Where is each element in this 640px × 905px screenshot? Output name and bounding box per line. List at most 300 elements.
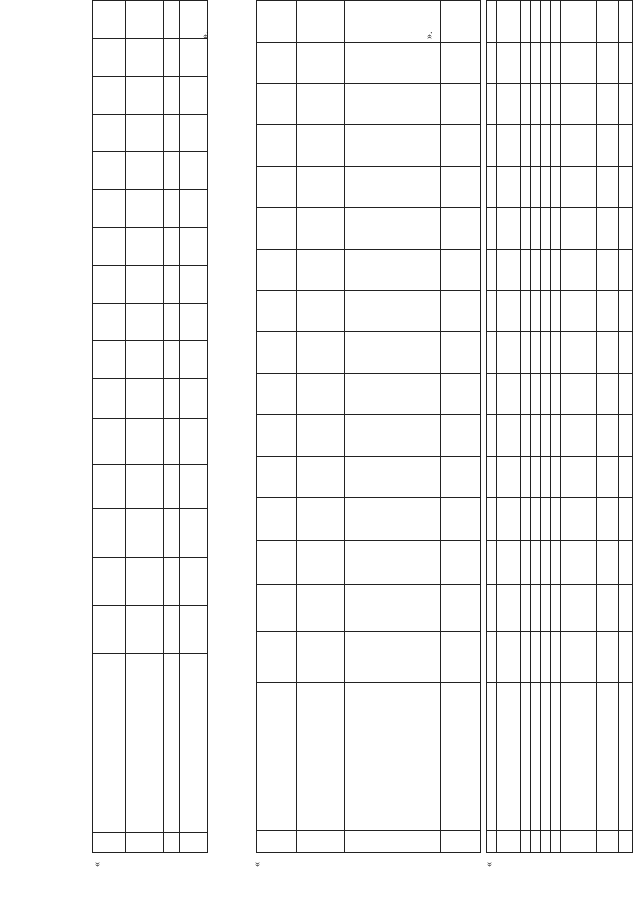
cell-empty <box>345 497 441 540</box>
cell-value <box>551 632 561 683</box>
cell-empty <box>541 249 551 290</box>
quote-open-top: « <box>92 862 103 867</box>
cell-value <box>561 632 597 683</box>
cell-empty <box>597 541 619 584</box>
cell-empty <box>597 42 619 83</box>
cell-empty <box>257 249 297 290</box>
table-section-6 <box>486 0 633 853</box>
cell-empty <box>619 373 633 414</box>
cell-empty <box>180 38 208 76</box>
cell-empty <box>487 1 497 43</box>
cell-empty <box>345 83 441 124</box>
cell-empty <box>93 227 126 265</box>
table-row <box>521 1 531 853</box>
cell-empty <box>297 208 345 249</box>
cell-empty <box>497 166 521 207</box>
cell-value <box>164 303 180 341</box>
quote-open-bottom: « <box>484 862 495 867</box>
cell-empty <box>297 83 345 124</box>
cell-name <box>441 683 481 831</box>
cell-name <box>93 653 126 832</box>
cell-value <box>597 332 619 373</box>
cell-empty <box>487 415 497 456</box>
cell-empty <box>531 456 541 497</box>
cell-value <box>597 632 619 683</box>
cell-empty <box>619 125 633 166</box>
cell-id <box>297 831 345 853</box>
cell-empty <box>531 415 541 456</box>
cell-value <box>93 508 126 558</box>
table-section-5 <box>256 0 481 853</box>
cell-empty <box>597 208 619 249</box>
cell-empty <box>521 541 531 584</box>
cell-id <box>441 831 481 853</box>
cell-empty <box>521 373 531 414</box>
cell-name <box>497 683 521 831</box>
cell-empty <box>487 42 497 83</box>
cell-empty <box>126 190 164 228</box>
cell-empty <box>345 125 441 166</box>
cell-value <box>297 415 345 456</box>
cell-id <box>541 831 551 853</box>
cell-empty <box>531 125 541 166</box>
cell-empty <box>487 456 497 497</box>
cell-empty <box>126 379 164 419</box>
cell-empty <box>441 290 481 331</box>
cell-value <box>345 632 441 683</box>
cell-empty <box>597 456 619 497</box>
cell-empty <box>541 166 551 207</box>
cell-empty <box>257 42 297 83</box>
cell-value <box>164 265 180 303</box>
cell-empty <box>521 125 531 166</box>
table-top <box>92 0 208 853</box>
cell-empty <box>497 125 521 166</box>
cell-empty <box>521 42 531 83</box>
cell-empty <box>441 83 481 124</box>
cell-empty <box>297 125 345 166</box>
cell-empty <box>561 208 597 249</box>
cell-empty <box>541 373 551 414</box>
cell-value <box>93 558 126 606</box>
cell-empty <box>531 249 541 290</box>
cell-empty <box>164 227 180 265</box>
cell-value <box>126 606 164 654</box>
cell-empty <box>93 379 126 419</box>
cell-value <box>164 606 180 654</box>
cell-value <box>497 584 521 631</box>
cell-empty <box>164 38 180 76</box>
cell-value <box>180 419 208 465</box>
cell-empty <box>597 1 619 43</box>
cell-empty <box>164 190 180 228</box>
cell-value <box>531 332 541 373</box>
cell-value <box>297 584 345 631</box>
cell-empty <box>257 456 297 497</box>
cell-value <box>180 558 208 606</box>
cell-value <box>164 558 180 606</box>
cell-value <box>93 303 126 341</box>
cell-empty <box>441 249 481 290</box>
cell-empty <box>497 1 521 43</box>
cell-empty <box>257 541 297 584</box>
cell-empty <box>619 83 633 124</box>
cell-id <box>487 831 497 853</box>
cell-value <box>441 632 481 683</box>
cell-name <box>597 683 619 831</box>
cell-id <box>497 831 521 853</box>
cell-name <box>541 683 551 831</box>
cell-value <box>541 632 551 683</box>
cell-empty <box>521 456 531 497</box>
cell-id <box>521 831 531 853</box>
cell-empty <box>180 190 208 228</box>
cell-value <box>93 265 126 303</box>
cell-empty <box>297 497 345 540</box>
cell-empty <box>497 290 521 331</box>
cell-empty <box>164 464 180 508</box>
table-row <box>93 1 126 853</box>
cell-empty <box>561 456 597 497</box>
cell-value <box>164 419 180 465</box>
cell-empty <box>487 373 497 414</box>
cell-empty <box>561 42 597 83</box>
cell-value <box>180 265 208 303</box>
cell-empty <box>531 42 541 83</box>
cell-empty <box>126 38 164 76</box>
cell-name <box>521 683 531 831</box>
cell-empty <box>345 290 441 331</box>
cell-value <box>257 415 297 456</box>
cell-empty <box>297 456 345 497</box>
cell-value <box>297 632 345 683</box>
cell-value <box>126 303 164 341</box>
cell-value <box>487 584 497 631</box>
cell-empty <box>531 541 541 584</box>
cell-empty <box>597 373 619 414</box>
cell-empty <box>597 125 619 166</box>
cell-empty <box>551 415 561 456</box>
cell-value <box>126 508 164 558</box>
cell-empty <box>126 76 164 114</box>
cell-value <box>180 303 208 341</box>
cell-value <box>521 632 531 683</box>
cell-empty <box>531 208 541 249</box>
cell-empty <box>126 152 164 190</box>
cell-value <box>126 341 164 379</box>
cell-empty <box>551 456 561 497</box>
cell-empty <box>619 290 633 331</box>
cell-empty <box>126 114 164 152</box>
cell-empty <box>561 166 597 207</box>
cell-empty <box>257 125 297 166</box>
cell-empty <box>297 1 345 43</box>
cell-empty <box>345 42 441 83</box>
cell-id <box>93 833 126 853</box>
cell-value <box>164 341 180 379</box>
cell-empty <box>541 456 551 497</box>
cell-name <box>297 683 345 831</box>
cell-empty <box>93 38 126 76</box>
cell-empty <box>164 114 180 152</box>
cell-name <box>551 683 561 831</box>
cell-empty <box>619 249 633 290</box>
cell-empty <box>93 190 126 228</box>
cell-value <box>180 341 208 379</box>
cell-value <box>126 419 164 465</box>
cell-name <box>126 653 164 832</box>
cell-empty <box>561 1 597 43</box>
cell-empty <box>126 464 164 508</box>
cell-empty <box>345 208 441 249</box>
cell-value <box>180 508 208 558</box>
cell-value <box>126 558 164 606</box>
cell-empty <box>441 497 481 540</box>
cell-empty <box>497 42 521 83</box>
cell-name <box>619 683 633 831</box>
cell-empty <box>551 1 561 43</box>
cell-empty <box>521 1 531 43</box>
cell-value <box>487 332 497 373</box>
cell-empty <box>441 125 481 166</box>
cell-name <box>531 683 541 831</box>
cell-value <box>93 606 126 654</box>
cell-empty <box>561 249 597 290</box>
cell-empty <box>180 76 208 114</box>
cell-empty <box>531 83 541 124</box>
cell-value <box>619 332 633 373</box>
table-row <box>619 1 633 853</box>
cell-empty <box>541 83 551 124</box>
cell-id <box>257 831 297 853</box>
quote-close-top: ». <box>200 31 211 39</box>
cell-empty <box>180 114 208 152</box>
cell-empty <box>497 83 521 124</box>
cell-id <box>345 831 441 853</box>
cell-empty <box>551 125 561 166</box>
cell-empty <box>561 497 597 540</box>
cell-empty <box>164 1 180 39</box>
cell-empty <box>531 497 541 540</box>
cell-value <box>541 584 551 631</box>
cell-value <box>257 584 297 631</box>
cell-empty <box>597 290 619 331</box>
cell-empty <box>619 166 633 207</box>
cell-value <box>126 265 164 303</box>
cell-empty <box>597 166 619 207</box>
table-row <box>541 1 551 853</box>
cell-empty <box>487 541 497 584</box>
cell-value <box>345 415 441 456</box>
cell-empty <box>345 373 441 414</box>
cell-empty <box>619 42 633 83</box>
cell-empty <box>180 227 208 265</box>
cell-id <box>551 831 561 853</box>
cell-empty <box>180 379 208 419</box>
cell-empty <box>487 249 497 290</box>
cell-value <box>521 584 531 631</box>
cell-value <box>257 632 297 683</box>
cell-value <box>164 508 180 558</box>
cell-empty <box>487 83 497 124</box>
cell-empty <box>561 415 597 456</box>
cell-empty <box>551 166 561 207</box>
table-row <box>487 1 497 853</box>
cell-empty <box>164 76 180 114</box>
cell-empty <box>297 373 345 414</box>
cell-empty <box>541 125 551 166</box>
table-row <box>551 1 561 853</box>
cell-empty <box>551 249 561 290</box>
cell-empty <box>345 332 441 373</box>
cell-empty <box>541 42 551 83</box>
cell-empty <box>597 415 619 456</box>
cell-empty <box>257 497 297 540</box>
cell-empty <box>531 290 541 331</box>
cell-empty <box>297 166 345 207</box>
cell-empty <box>597 497 619 540</box>
cell-empty <box>561 373 597 414</box>
table-row <box>297 1 345 853</box>
quote-open-mid: « <box>252 862 263 867</box>
cell-empty <box>541 415 551 456</box>
cell-empty <box>93 152 126 190</box>
cell-value <box>345 584 441 631</box>
table-row <box>180 1 208 853</box>
cell-empty <box>497 373 521 414</box>
cell-empty <box>541 290 551 331</box>
cell-empty <box>257 332 297 373</box>
cell-empty <box>441 1 481 43</box>
cell-value <box>551 332 561 373</box>
cell-empty <box>441 166 481 207</box>
table-row <box>257 1 297 853</box>
cell-empty <box>551 42 561 83</box>
table-row <box>441 1 481 853</box>
cell-empty <box>619 541 633 584</box>
cell-empty <box>521 249 531 290</box>
cell-empty <box>126 1 164 39</box>
cell-empty <box>487 290 497 331</box>
cell-empty <box>497 208 521 249</box>
cell-empty <box>521 166 531 207</box>
cell-value <box>597 584 619 631</box>
cell-empty <box>561 541 597 584</box>
cell-empty <box>257 166 297 207</box>
cell-empty <box>497 249 521 290</box>
cell-empty <box>531 1 541 43</box>
cell-empty <box>487 497 497 540</box>
cell-id <box>164 833 180 853</box>
cell-empty <box>257 208 297 249</box>
cell-value <box>441 584 481 631</box>
cell-empty <box>531 166 541 207</box>
cell-id <box>180 833 208 853</box>
cell-id <box>531 831 541 853</box>
cell-empty <box>541 497 551 540</box>
cell-id <box>619 831 633 853</box>
cell-empty <box>345 249 441 290</box>
table-row <box>597 1 619 853</box>
cell-empty <box>619 456 633 497</box>
cell-empty <box>619 208 633 249</box>
cell-value <box>541 332 551 373</box>
cell-empty <box>551 83 561 124</box>
cell-empty <box>551 208 561 249</box>
cell-empty <box>497 415 521 456</box>
cell-empty <box>126 227 164 265</box>
cell-empty <box>497 456 521 497</box>
cell-name <box>345 683 441 831</box>
cell-value <box>521 332 531 373</box>
cell-empty <box>619 1 633 43</box>
cell-empty <box>164 379 180 419</box>
cell-empty <box>93 464 126 508</box>
cell-value <box>561 332 597 373</box>
cell-name <box>164 653 180 832</box>
cell-empty <box>297 42 345 83</box>
cell-empty <box>619 415 633 456</box>
cell-empty <box>257 290 297 331</box>
cell-value <box>551 584 561 631</box>
cell-empty <box>441 456 481 497</box>
cell-empty <box>257 373 297 414</box>
cell-id <box>126 833 164 853</box>
cell-empty <box>297 249 345 290</box>
cell-value <box>93 419 126 465</box>
cell-empty <box>619 497 633 540</box>
cell-empty <box>441 42 481 83</box>
cell-empty <box>597 83 619 124</box>
cell-empty <box>164 152 180 190</box>
cell-empty <box>521 497 531 540</box>
cell-empty <box>297 332 345 373</box>
cell-empty <box>531 373 541 414</box>
cell-value <box>531 632 541 683</box>
cell-value <box>487 632 497 683</box>
cell-empty <box>561 125 597 166</box>
cell-empty <box>441 208 481 249</box>
cell-empty <box>551 290 561 331</box>
cell-id <box>561 831 597 853</box>
table-row <box>164 1 180 853</box>
cell-empty <box>561 290 597 331</box>
cell-empty <box>93 1 126 39</box>
cell-empty <box>257 1 297 43</box>
cell-empty <box>497 541 521 584</box>
cell-value <box>180 606 208 654</box>
quote-close-mid: ». <box>424 31 435 39</box>
cell-empty <box>180 464 208 508</box>
cell-id <box>597 831 619 853</box>
cell-empty <box>597 249 619 290</box>
cell-empty <box>257 83 297 124</box>
cell-empty <box>441 373 481 414</box>
cell-value <box>619 584 633 631</box>
cell-value <box>93 341 126 379</box>
cell-value <box>619 632 633 683</box>
cell-empty <box>551 541 561 584</box>
cell-empty <box>487 125 497 166</box>
cell-empty <box>93 114 126 152</box>
table-row <box>345 1 441 853</box>
cell-name <box>257 683 297 831</box>
cell-empty <box>345 541 441 584</box>
cell-value <box>561 584 597 631</box>
cell-empty <box>497 497 521 540</box>
cell-empty <box>345 456 441 497</box>
cell-empty <box>521 208 531 249</box>
